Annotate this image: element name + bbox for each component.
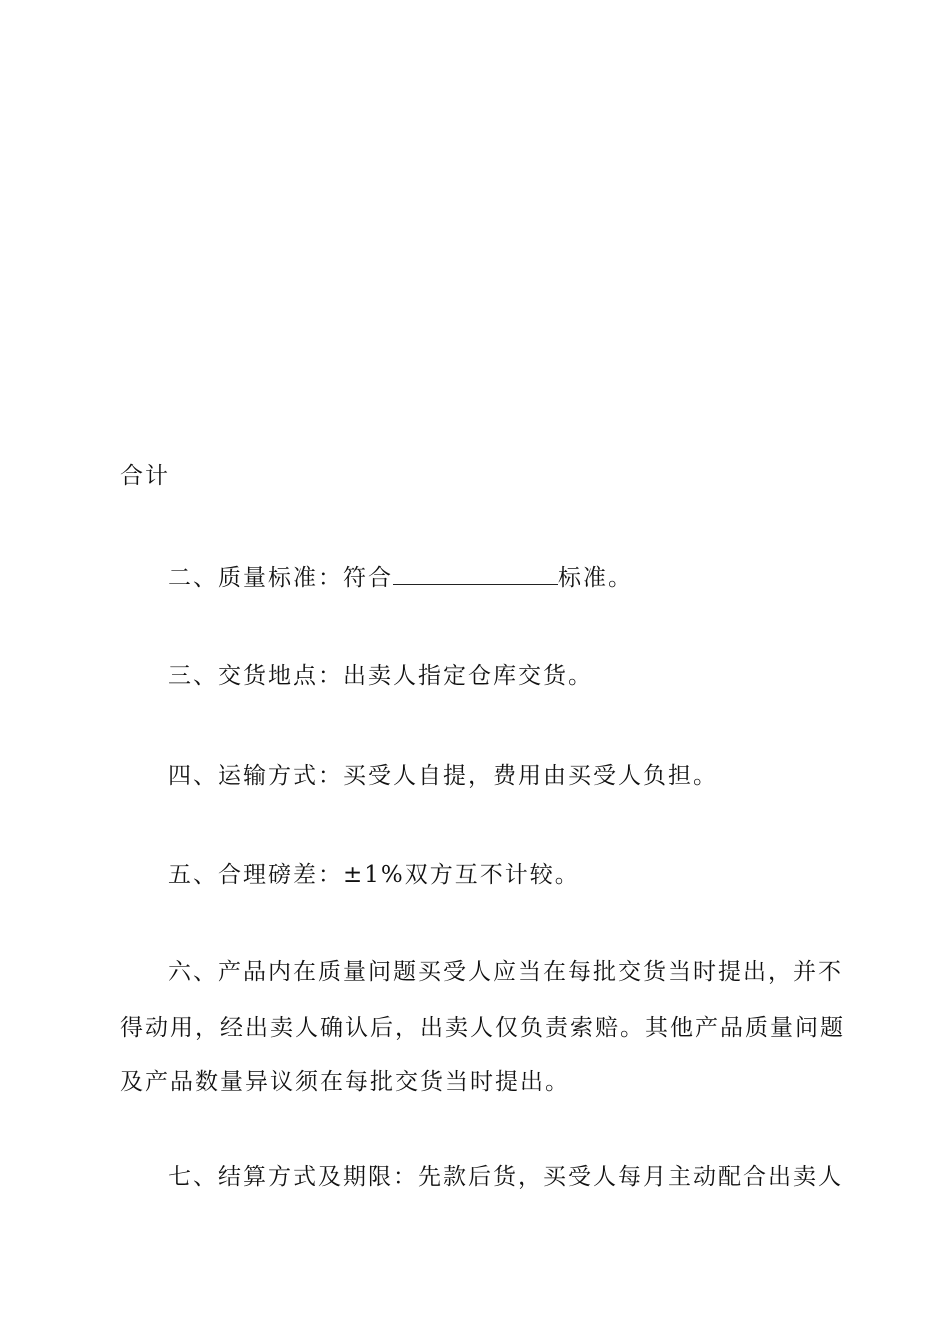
- clause-quality-issues-line-2: 得动用，经出卖人确认后，出卖人仅负责索赔。其他产品质量问题: [120, 1015, 845, 1041]
- total-label: 合计: [120, 463, 170, 489]
- clause-quality-issues-line-3: 及产品数量异议须在每批交货当时提出。: [120, 1069, 570, 1095]
- clause-weight-tolerance: 五、合理磅差：±1%双方互不计较。: [168, 862, 580, 888]
- clause-quality-standard: [168, 560, 883, 595]
- clause-delivery-location: 三、交货地点：出卖人指定仓库交货。: [168, 663, 593, 689]
- clause-quality-standard-prefix: 二、质量标准：符合: [168, 565, 393, 591]
- fill-in-blank-line: [393, 560, 558, 585]
- clause-quality-issues-line-1: 六、产品内在质量问题买受人应当在每批交货当时提出，并不: [168, 959, 843, 985]
- clause-settlement-line-1: 七、结算方式及期限：先款后货，买受人每月主动配合出卖人: [168, 1164, 843, 1190]
- clause-transport-method: 四、运输方式：买受人自提，费用由买受人负担。: [168, 763, 718, 789]
- clause-quality-standard-suffix: 标准。: [558, 565, 633, 591]
